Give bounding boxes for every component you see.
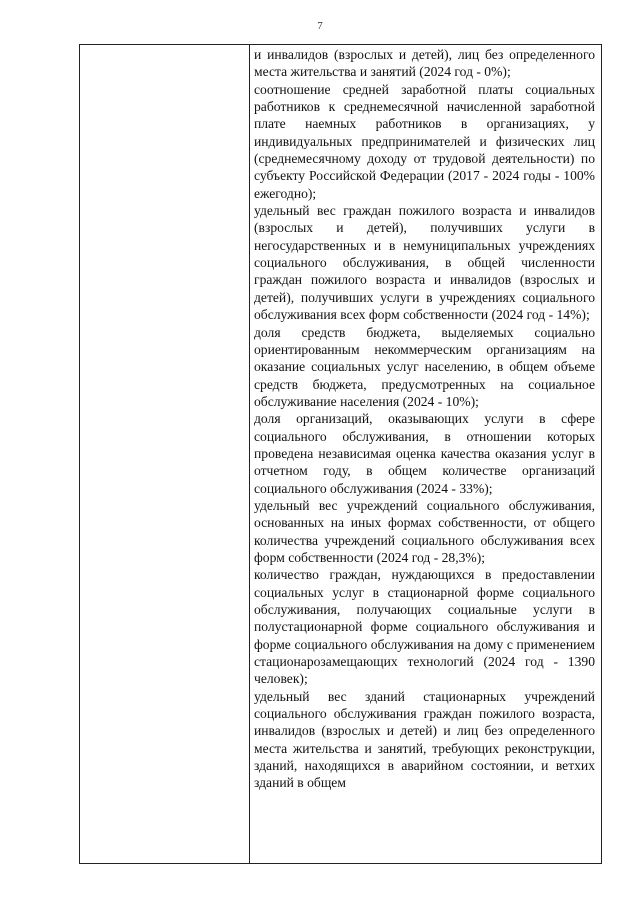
- indicator-item: доля средств бюджета, выделяемых социально ориентированным некоммерческим организациям на оказание социальных услуг населению, в общем объеме средств бюджета, предусмотренных на социальное обслуживание населения (2024 - 10%);: [254, 324, 595, 409]
- indicator-item: удельный вес учреждений социального обслуживания, основанных на иных формах собственности, от общего количества учреждений социального обслуживания всех форм собственности (2024 год - 28,3%);: [254, 497, 595, 565]
- indicator-item: количество граждан, нуждающихся в предоставлении социальных услуг в стационарной форме социального обслуживания, получающих социальные услуги в полустационарной форме социального обслуживания и форме социального обслуживания на дому с применением стационарозамещающих технологий (2024 год - 1390 человек);: [254, 567, 595, 687]
- indicator-item: и инвалидов (взрослых и детей), лиц без определенного места жительства и занятий (2024 год - 0%);: [254, 47, 595, 80]
- indicator-item: удельный вес граждан пожилого возраста и инвалидов (взрослых и детей), получивших услуги в негосударственных и в немуниципальных учреждениях социального обслуживания, в общей численности граждан пожилого возраста и инвалидов (взрослых и детей), получивших услуги в учреждениях социального обслуживания всех форм собственности (2024 год - 14%);: [254, 203, 595, 323]
- document-table: [79, 44, 602, 864]
- indicator-item: удельный вес зданий стационарных учреждений социального обслуживания граждан пожилого возраста, инвалидов (взрослых и детей) и лиц без определенного места жительства и занятий, требующих реконструкции, зданий, находящихся в аварийном состоянии, и ветхих зданий в общем: [254, 688, 595, 791]
- table-right-column: [250, 45, 601, 863]
- indicator-item: доля организаций, оказывающих услуги в сфере социального обслуживания, в отношении которых проведена независимая оценка качества оказания услуг в отчетном году, в общем количестве организаций социального обслуживания (2024 - 33%);: [254, 411, 595, 496]
- indicator-item: соотношение средней заработной платы социальных работников к среднемесячной начисленной заработной плате наемных работников в организациях, у индивидуальных предпринимателей и физических лиц (среднемесячному доходу от трудовой деятельности) по субъекту Российской Федерации (2017 - 2024 годы - 100% ежегодно);: [254, 81, 595, 201]
- page-number: 7: [317, 20, 323, 32]
- table-left-column: [80, 45, 250, 863]
